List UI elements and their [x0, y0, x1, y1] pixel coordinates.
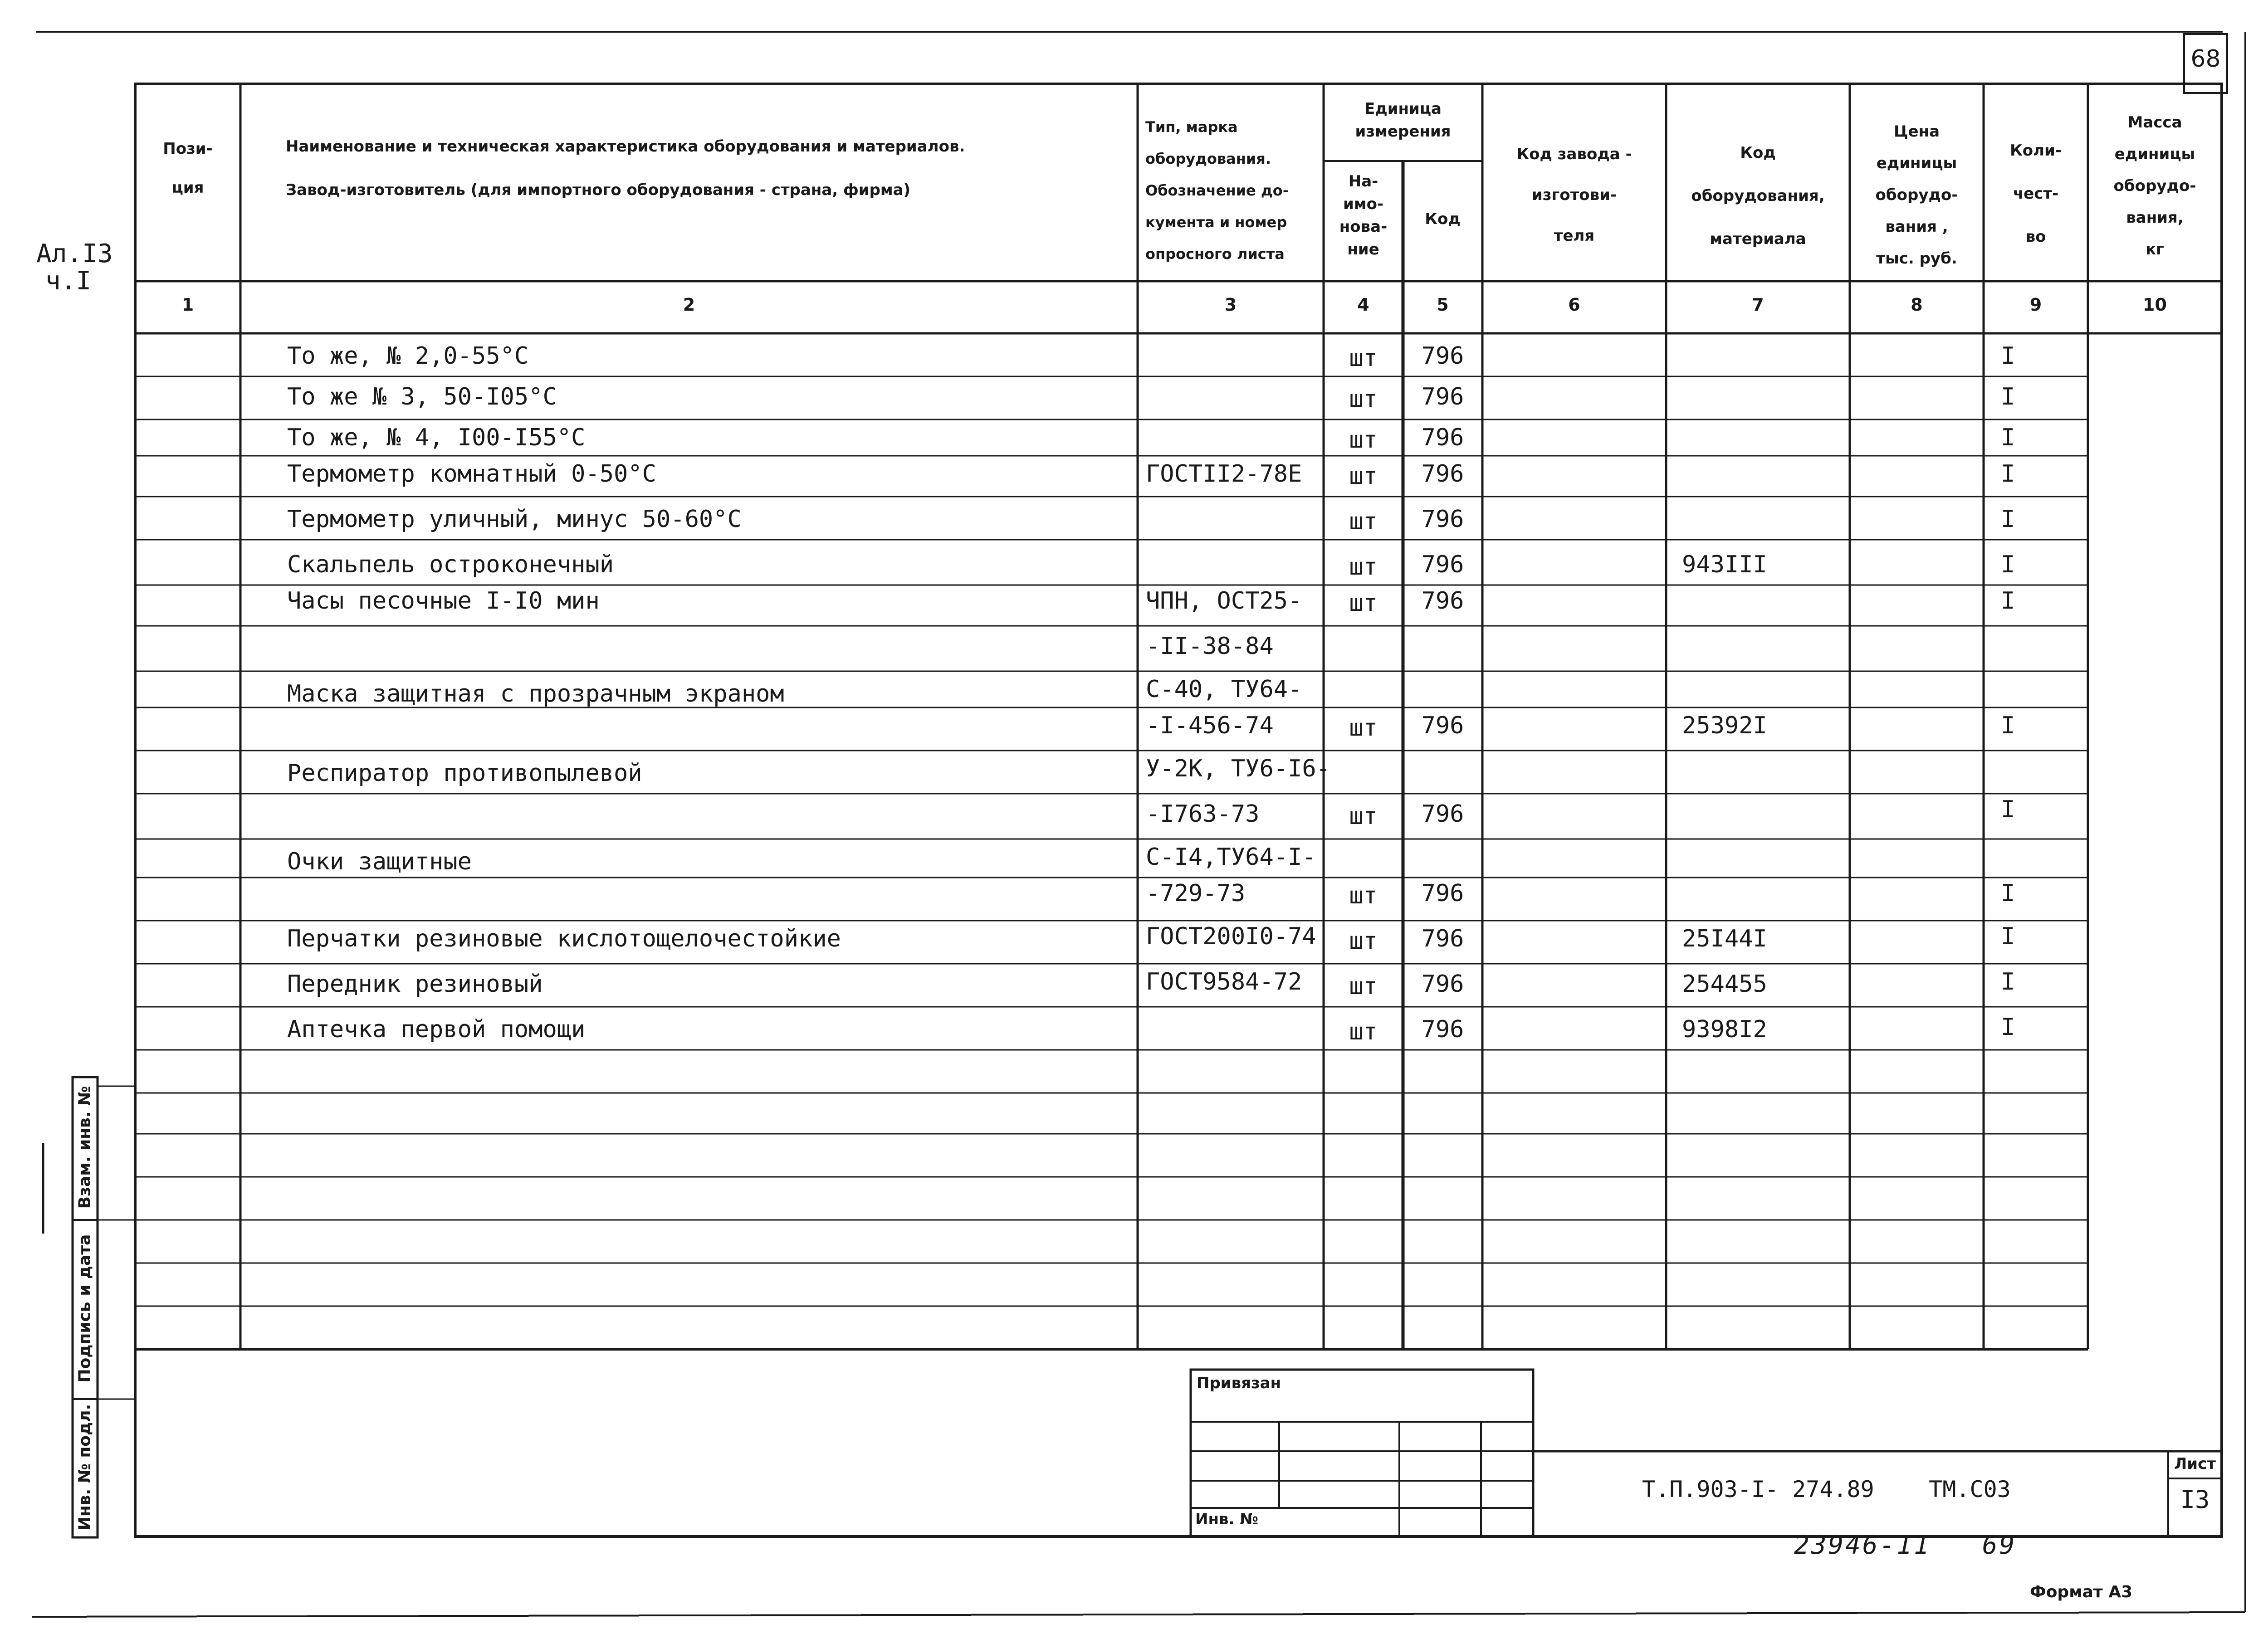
table-row [135, 880, 2088, 918]
item-name: Аптечка первой помощи [287, 1016, 586, 1043]
item-name: Часы песочные I-I0 мин [287, 587, 600, 615]
item-unit-code: 796 [1421, 1016, 1464, 1043]
header-mass-line-3: оборудо- [2113, 177, 2196, 195]
column-number-2: 2 [683, 295, 695, 315]
header-type-line-3: Обозначение до- [1145, 182, 1289, 199]
sheet-label: Лист [2174, 1455, 2216, 1473]
table-row [135, 925, 2088, 961]
item-type: С-40, ТУ64- [1146, 676, 1302, 703]
table-row [135, 342, 2088, 376]
item-unit-code: 796 [1421, 800, 1464, 828]
header-name-line-2: Завод-изготовитель (для импортного оборудования - страна, фирма) [286, 181, 911, 199]
column-number-4: 4 [1357, 295, 1369, 315]
header-unit-name-line-2: имо- [1343, 195, 1384, 213]
left-note-line-2: ч.I [45, 266, 92, 296]
item-type: С-I4,ТУ64-I- [1146, 844, 1316, 871]
column-number-9: 9 [2029, 295, 2042, 315]
item-type: ЧПН, ОСТ25- [1146, 587, 1302, 615]
header-type-line-2: оборудования. [1145, 150, 1271, 167]
item-unit-code: 796 [1421, 712, 1464, 739]
item-equipment-code: 9398I2 [1682, 1016, 1767, 1043]
column-number-7: 7 [1752, 295, 1764, 315]
item-quantity: I [2001, 383, 2015, 410]
header-quantity-line-3: во [2025, 228, 2046, 246]
header-price-line-3: оборудо- [1875, 186, 1958, 204]
table-row [135, 460, 2088, 494]
item-unit-code: 796 [1421, 342, 1464, 370]
item-unit: шт [1349, 882, 1378, 909]
item-unit: шт [1349, 590, 1378, 617]
header-quantity-line-1: Коли- [2010, 141, 2062, 160]
table-row [135, 506, 2088, 540]
header-mass-line-4: вания, [2126, 209, 2184, 227]
table-row [135, 587, 2088, 624]
left-margin-note [36, 240, 113, 295]
item-unit: шт [1349, 385, 1378, 413]
header-price-line-4: вания , [1885, 218, 1948, 236]
item-name: Очки защитные [287, 848, 472, 875]
document-designation: Т.П.903-I- 274.89 ТМ.С03 [1642, 1476, 2011, 1502]
header-mass-line-2: единицы [2114, 145, 2195, 163]
item-unit-code: 796 [1421, 925, 1464, 952]
header-unit-line-2: измерения [1355, 122, 1451, 141]
header-unit-line-1: Единица [1364, 100, 1442, 118]
header-unit-name-line-4: ние [1347, 240, 1379, 259]
item-name: Маска защитная с прозрачным экраном [287, 680, 784, 707]
item-type: -I-456-74 [1146, 712, 1274, 739]
column-number-3: 3 [1224, 295, 1237, 315]
item-unit-code: 796 [1421, 506, 1464, 533]
item-quantity: I [2001, 460, 2015, 488]
item-type: У-2К, ТУ6-I6- [1146, 755, 1330, 782]
header-position [135, 136, 240, 200]
item-quantity: I [2001, 923, 2015, 950]
sheet-number: I3 [2180, 1485, 2210, 1514]
item-unit-code: 796 [1421, 460, 1464, 488]
item-quantity: I [2001, 1014, 2015, 1041]
item-quantity: I [2001, 968, 2015, 995]
item-unit: шт [1349, 508, 1378, 535]
header-type-line-4: кумента и номер [1145, 214, 1287, 231]
item-unit: шт [1349, 345, 1378, 372]
page-number: 68 [2190, 45, 2221, 73]
header-name [286, 134, 1129, 203]
column-number-6: 6 [1568, 295, 1580, 315]
stamp-original-inv: Инв. № подл. [75, 1404, 94, 1531]
item-unit: шт [1349, 714, 1378, 741]
header-quantity [1984, 129, 2088, 259]
item-type: ГОСТII2-78Е [1146, 460, 1302, 488]
item-quantity: I [2001, 506, 2015, 533]
table-row [135, 424, 2088, 456]
item-quantity: I [2001, 551, 2015, 578]
item-unit-code: 796 [1421, 971, 1464, 998]
item-unit: шт [1349, 973, 1378, 1000]
item-equipment-code: 943III [1682, 551, 1767, 578]
table-row [135, 755, 2088, 794]
table-row [135, 633, 2088, 669]
item-unit-code: 796 [1421, 424, 1464, 451]
header-factory-code [1482, 134, 1666, 256]
item-name: Перчатки резиновые кислотощелочестойкие [287, 925, 841, 952]
item-type: -II-38-84 [1146, 633, 1274, 660]
header-mass-line-1: Масса [2127, 113, 2182, 132]
item-name: То же, № 2,0-55°С [287, 342, 529, 370]
table-row [135, 1016, 2088, 1050]
header-equipment-code-line-2: оборудования, [1691, 187, 1825, 205]
header-mass-line-5: кг [2146, 240, 2164, 259]
header-equipment-code [1666, 132, 1850, 261]
item-name: То же № 3, 50-I05°С [287, 383, 557, 410]
archive-number: 23946-11 69 [1794, 1531, 2017, 1560]
item-unit: шт [1349, 426, 1378, 454]
table-row [135, 796, 2088, 837]
item-type: ГОСТ200I0-74 [1146, 923, 1316, 950]
header-position-line-2: ция [171, 179, 204, 197]
item-equipment-code: 254455 [1682, 971, 1767, 998]
table-row [135, 844, 2088, 878]
table-row [135, 676, 2088, 714]
header-price-line-2: единицы [1876, 154, 1957, 172]
item-unit-code: 796 [1421, 880, 1464, 907]
left-note-line-1: Ал.I3 [36, 239, 113, 268]
header-type-line-1: Тип, марка [1145, 118, 1238, 136]
item-name: Респиратор противопылевой [287, 760, 642, 787]
header-mass [2088, 107, 2222, 265]
header-price [1850, 116, 1984, 274]
header-price-line-5: тыс. руб. [1876, 249, 1957, 268]
item-unit: шт [1349, 553, 1378, 580]
title-block-inv-no: Инв. № [1195, 1510, 1259, 1528]
header-equipment-code-line-1: Код [1740, 144, 1776, 162]
column-number-1: 1 [181, 295, 194, 315]
header-factory-code-line-1: Код завода - [1516, 145, 1632, 163]
item-quantity: I [2001, 424, 2015, 451]
item-unit-code: 796 [1421, 551, 1464, 578]
header-name-line-1: Наименование и техническая характеристика оборудования и материалов. [286, 137, 965, 156]
item-unit: шт [1349, 927, 1378, 955]
item-type: ГОСТ9584-72 [1146, 968, 1302, 995]
stamp-signature-date: Подпись и дата [75, 1234, 94, 1383]
column-number-5: 5 [1437, 295, 1449, 315]
item-name: Термометр комнатный 0-50°С [287, 460, 656, 488]
item-equipment-code: 25392I [1682, 712, 1767, 739]
item-unit: шт [1349, 1018, 1378, 1045]
item-quantity: I [2001, 342, 2015, 370]
item-name: Термометр уличный, минус 50-60°С [287, 506, 742, 533]
item-name: Скальпель остроконечный [287, 551, 614, 578]
item-quantity: I [2001, 712, 2015, 739]
header-factory-code-line-2: изготови- [1531, 186, 1617, 204]
item-type: -729-73 [1146, 880, 1246, 907]
header-unit-code: Код [1425, 210, 1461, 228]
table-row [135, 968, 2088, 1005]
header-quantity-line-2: чест- [2013, 185, 2059, 203]
stamp-replacement-inv: Взам. инв. № [75, 1086, 94, 1209]
item-type: -I763-73 [1146, 800, 1260, 828]
table-row [135, 551, 2088, 585]
table-row [135, 712, 2088, 748]
table-row [135, 383, 2088, 417]
header-unit-name-line-1: На- [1348, 172, 1378, 190]
header-unit-name [1324, 170, 1403, 261]
item-equipment-code: 25I44I [1682, 925, 1767, 952]
item-name: То же, № 4, I00-I55°С [287, 424, 586, 451]
item-unit-code: 796 [1421, 587, 1464, 615]
header-factory-code-line-3: теля [1554, 227, 1595, 245]
item-quantity: I [2001, 880, 2015, 907]
item-quantity: I [2001, 587, 2015, 615]
title-block-privyazan: Привязан [1197, 1374, 1281, 1392]
header-type [1145, 111, 1320, 270]
item-quantity: I [2001, 796, 2015, 823]
item-unit-code: 796 [1421, 383, 1464, 410]
header-equipment-code-line-3: материала [1710, 230, 1806, 248]
header-position-line-1: Пози- [163, 140, 213, 158]
header-unit [1324, 98, 1482, 143]
column-number-8: 8 [1911, 295, 1923, 315]
column-number-10: 10 [2143, 295, 2167, 315]
format-label: Формат А3 [2030, 1583, 2133, 1601]
header-unit-name-line-3: нова- [1339, 218, 1388, 236]
header-price-line-1: Цена [1893, 122, 1940, 141]
item-name: Передник резиновый [287, 971, 543, 998]
header-type-line-5: опросного листа [1145, 245, 1285, 263]
item-unit: шт [1349, 803, 1378, 830]
item-unit: шт [1349, 463, 1378, 490]
